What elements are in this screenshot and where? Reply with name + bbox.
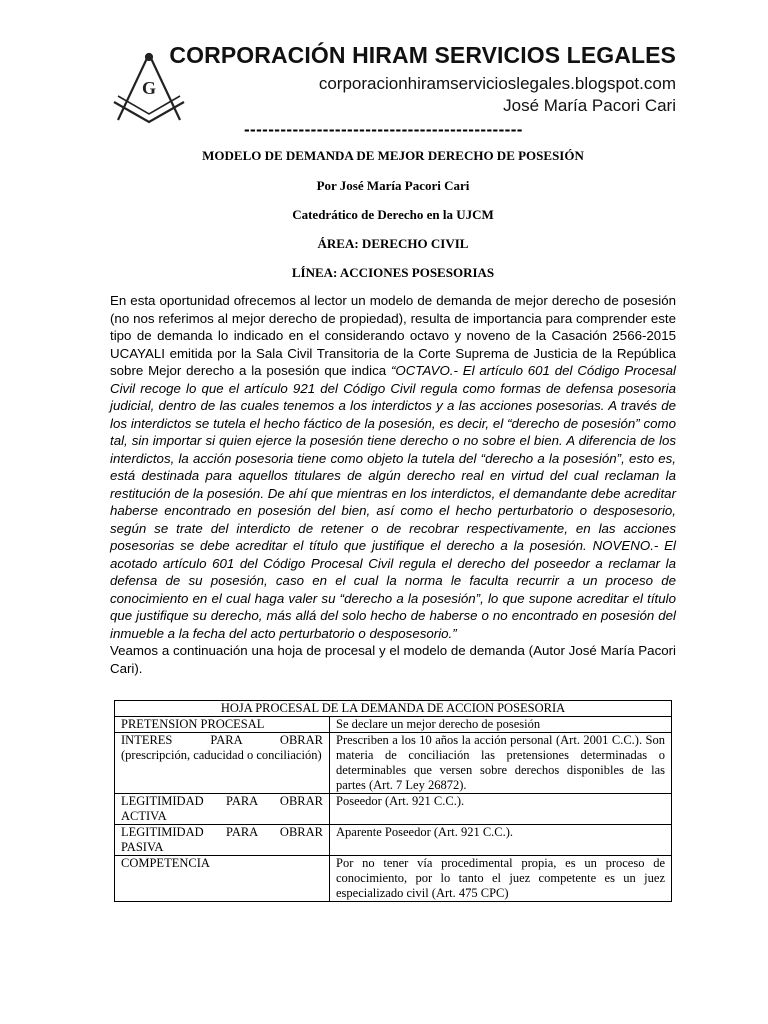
row-value: Poseedor (Art. 921 C.C.).	[330, 794, 672, 825]
row-label: INTERES PARA OBRAR (prescripción, caducidad o conciliación)	[115, 733, 330, 794]
table-row	[115, 733, 672, 794]
article-body	[110, 292, 676, 677]
header-author: José María Pacori Cari	[503, 96, 676, 115]
logo-letter: G	[141, 78, 157, 98]
table-row	[115, 825, 672, 856]
row-value: Se declare un mejor derecho de posesión	[330, 717, 672, 733]
casacion-quote: “OCTAVO.- El artículo 601 del Código Procesal Civil recoge lo que el artículo 921 del Código Civil regula como formas de defensa posesoria judicial, dentro de las cuales tenemos a los interdictos y a las acciones posesorias. A través de los interdictos se tutela el hecho fáctico de la posesión, es decir, el “derecho de posesión” como tal, sin importar si quien ejerce la posesión tiene derecho o no sobre el bien. A diferencia de los interdictos, la acción posesoria tiene como objeto la tutela del “derecho a la posesión”, esto es, está destinada para aquellos titulares de algún derecho real en virtud del cual reclaman la restitución de la posesión. De ahí que mientras en los interdictos, el demandante debe acreditar haberse encontrado en posesión del bien, así como el hecho perturbatorio o desposesorio, según se trate del interdicto de retener o de recobrar respectivamente, en las acciones posesorias se debe acreditar el título que justifique el derecho a la posesión. NOVENO.- El acotado artículo 601 del Código Procesal Civil regula el derecho del poseedor a reclamar la defensa de su posesión, caso en el cual la norma le faculta recurrir a un proceso de conocimiento en el cual haga valer su “derecho a la posesión”, lo que supone acreditar el título que justifique su derecho, más allá del solo hecho de haberse o no encontrado en posesión del inmueble a la fecha del acto perturbatorio o desposesorio.”	[110, 363, 676, 641]
table-row	[115, 856, 672, 902]
area-label: ÁREA: DERECHO CIVIL	[317, 236, 469, 251]
procedural-sheet-table	[114, 700, 672, 902]
row-value: Aparente Poseedor (Art. 921 C.C.).	[330, 825, 672, 856]
company-website: corporacionhiramservicioslegales.blogspot.com	[318, 74, 676, 93]
document-title: MODELO DE DEMANDA DE MEJOR DERECHO DE POSESIÓN	[202, 148, 584, 163]
intro-paragraph	[110, 292, 676, 642]
table-header-row	[115, 701, 672, 717]
row-value: Prescriben a los 10 años la acción personal (Art. 2001 C.C.). Son materia de conciliación las pretensiones determinadas o determinables que versen sobre derechos disponibles de las partes (Art. 7 Ley 26872).	[330, 733, 672, 794]
closing-paragraph: Veamos a continuación una hoja de procesal y el modelo de demanda (Autor José María Pacori Cari).	[110, 643, 676, 676]
table-row	[115, 717, 672, 733]
row-label: LEGITIMIDAD PARA OBRAR ACTIVA	[115, 794, 330, 825]
row-label: PRETENSION PROCESAL	[115, 717, 330, 733]
row-value: Por no tener vía procedimental propia, es un proceso de conocimiento, por lo tanto el juez competente es un juez especializado civil (Art. 475 CPC)	[330, 856, 672, 902]
row-label: COMPETENCIA	[115, 856, 330, 902]
document-byline: Por José María Pacori Cari	[316, 178, 470, 193]
table-title: HOJA PROCESAL DE LA DEMANDA DE ACCION POSESORIA	[115, 701, 672, 717]
row-label: LEGITIMIDAD PARA OBRAR PASIVA	[115, 825, 330, 856]
intro-text: En esta oportunidad ofrecemos al lector un modelo de demanda de mejor derecho de posesión (no nos referimos al mejor derecho de propiedad), resulta de importancia para comprender este tipo de demanda lo indicado en el considerando octavo y noveno de la Casación 2566-2015 UCAYALI emitida por la Sala Civil Transitoria de la Corte Suprema de Justicia de la República sobre Mejor derecho a la posesión que indica	[110, 293, 676, 378]
table-row	[115, 794, 672, 825]
line-label: LÍNEA: ACCIONES POSESORIAS	[291, 265, 495, 280]
author-role: Catedrático de Derecho en la UJCM	[292, 207, 494, 222]
company-title: CORPORACIÓN HIRAM SERVICIOS LEGALES	[169, 42, 676, 68]
header-divider: ----------------------------------------------	[244, 120, 523, 139]
